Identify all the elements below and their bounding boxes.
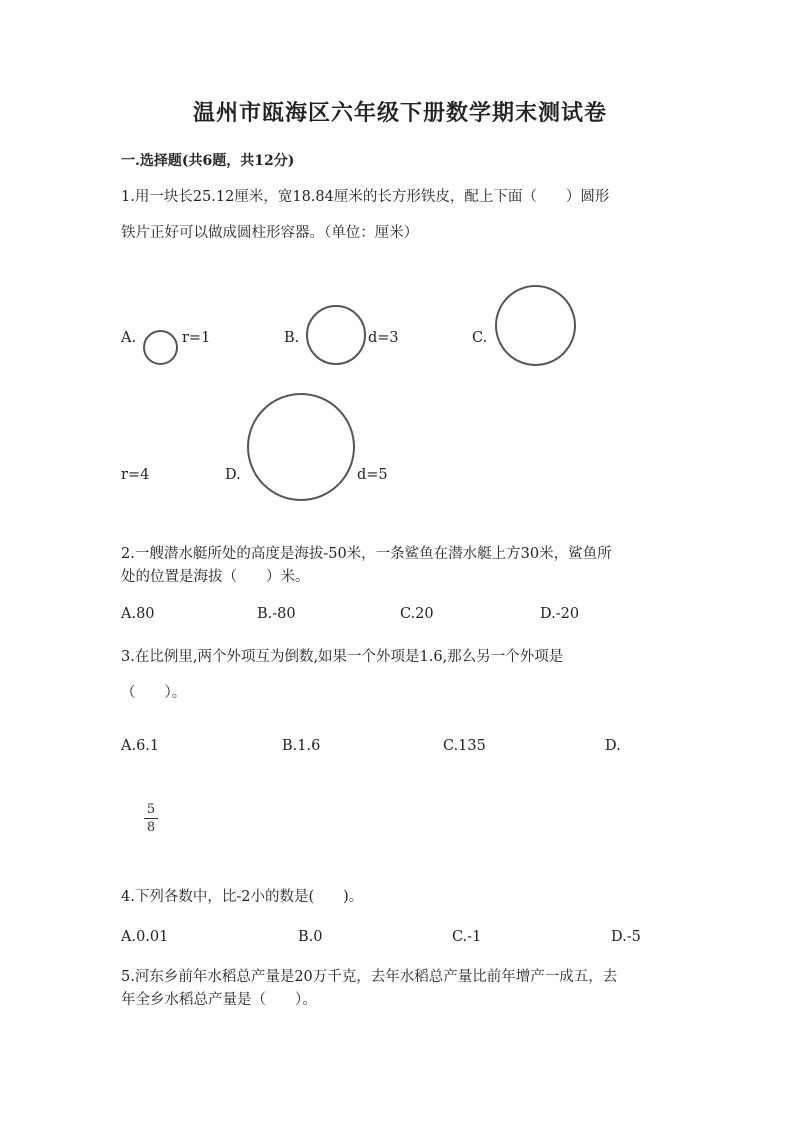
- question-2-line-1: 2.一艘潜水艇所处的高度是海拔-50米，一条鲨鱼在潜水艇上方30米，鲨鱼所: [121, 546, 612, 562]
- fraction-denominator: 8: [146, 820, 156, 835]
- question-4-option-c: C.-1: [452, 929, 482, 945]
- circle-d-figure: [247, 393, 355, 501]
- question-5-line-2: 年全乡水稻总产量是（ ）。: [121, 992, 317, 1008]
- question-3-option-b: B.1.6: [282, 738, 321, 754]
- question-2-option-d: D.-20: [540, 606, 580, 622]
- question-1-option-b: B.: [284, 330, 300, 346]
- question-1-line-1: 1.用一块长25.12厘米，宽18.84厘米的长方形铁皮，配上下面（ ）圆形: [121, 189, 610, 205]
- circle-b-figure: [306, 305, 366, 365]
- question-3-option-a: A.6.1: [121, 738, 160, 754]
- circle-c-label: r=4: [121, 467, 150, 483]
- question-2-line-2: 处的位置是海拔（ ）米。: [121, 569, 310, 585]
- circle-a-label: r=1: [182, 330, 211, 346]
- question-3-option-d: D.: [605, 738, 621, 754]
- question-1-option-c: C.: [472, 330, 488, 346]
- question-1-option-a: A.: [121, 330, 137, 346]
- fraction-bar: [144, 818, 158, 819]
- question-1-option-d: D.: [225, 467, 241, 483]
- fraction-five-eighths: [142, 802, 160, 835]
- question-1-line-2: 铁片正好可以做成圆柱形容器。（单位：厘米）: [121, 225, 419, 241]
- circle-d-label: d=5: [357, 467, 388, 483]
- circle-c-figure: [495, 285, 576, 366]
- question-3-line-2: （ ）。: [121, 685, 187, 701]
- fraction-numerator: 5: [146, 802, 156, 817]
- question-4-option-b: B.0: [298, 929, 323, 945]
- question-4-option-d: D.-5: [611, 929, 641, 945]
- section-heading: 一.选择题(共6题，共12分): [121, 153, 295, 169]
- question-2-option-b: B.-80: [257, 606, 296, 622]
- question-4-line-1: 4.下列各数中，比-2小的数是( )。: [121, 889, 364, 905]
- question-3-line-1: 3.在比例里,两个外项互为倒数,如果一个外项是1.6,那么另一个外项是: [121, 649, 564, 665]
- circle-b-label: d=3: [368, 330, 399, 346]
- question-5-line-1: 5.河东乡前年水稻总产量是20万千克，去年水稻总产量比前年增产一成五，去: [121, 969, 618, 985]
- question-2-option-a: A.80: [121, 606, 155, 622]
- page-title: 温州市瓯海区六年级下册数学期末测试卷: [192, 100, 607, 126]
- question-3-option-c: C.135: [443, 738, 486, 754]
- question-4-option-a: A.0.01: [121, 929, 169, 945]
- question-2-option-c: C.20: [400, 606, 434, 622]
- circle-a-figure: [143, 330, 178, 365]
